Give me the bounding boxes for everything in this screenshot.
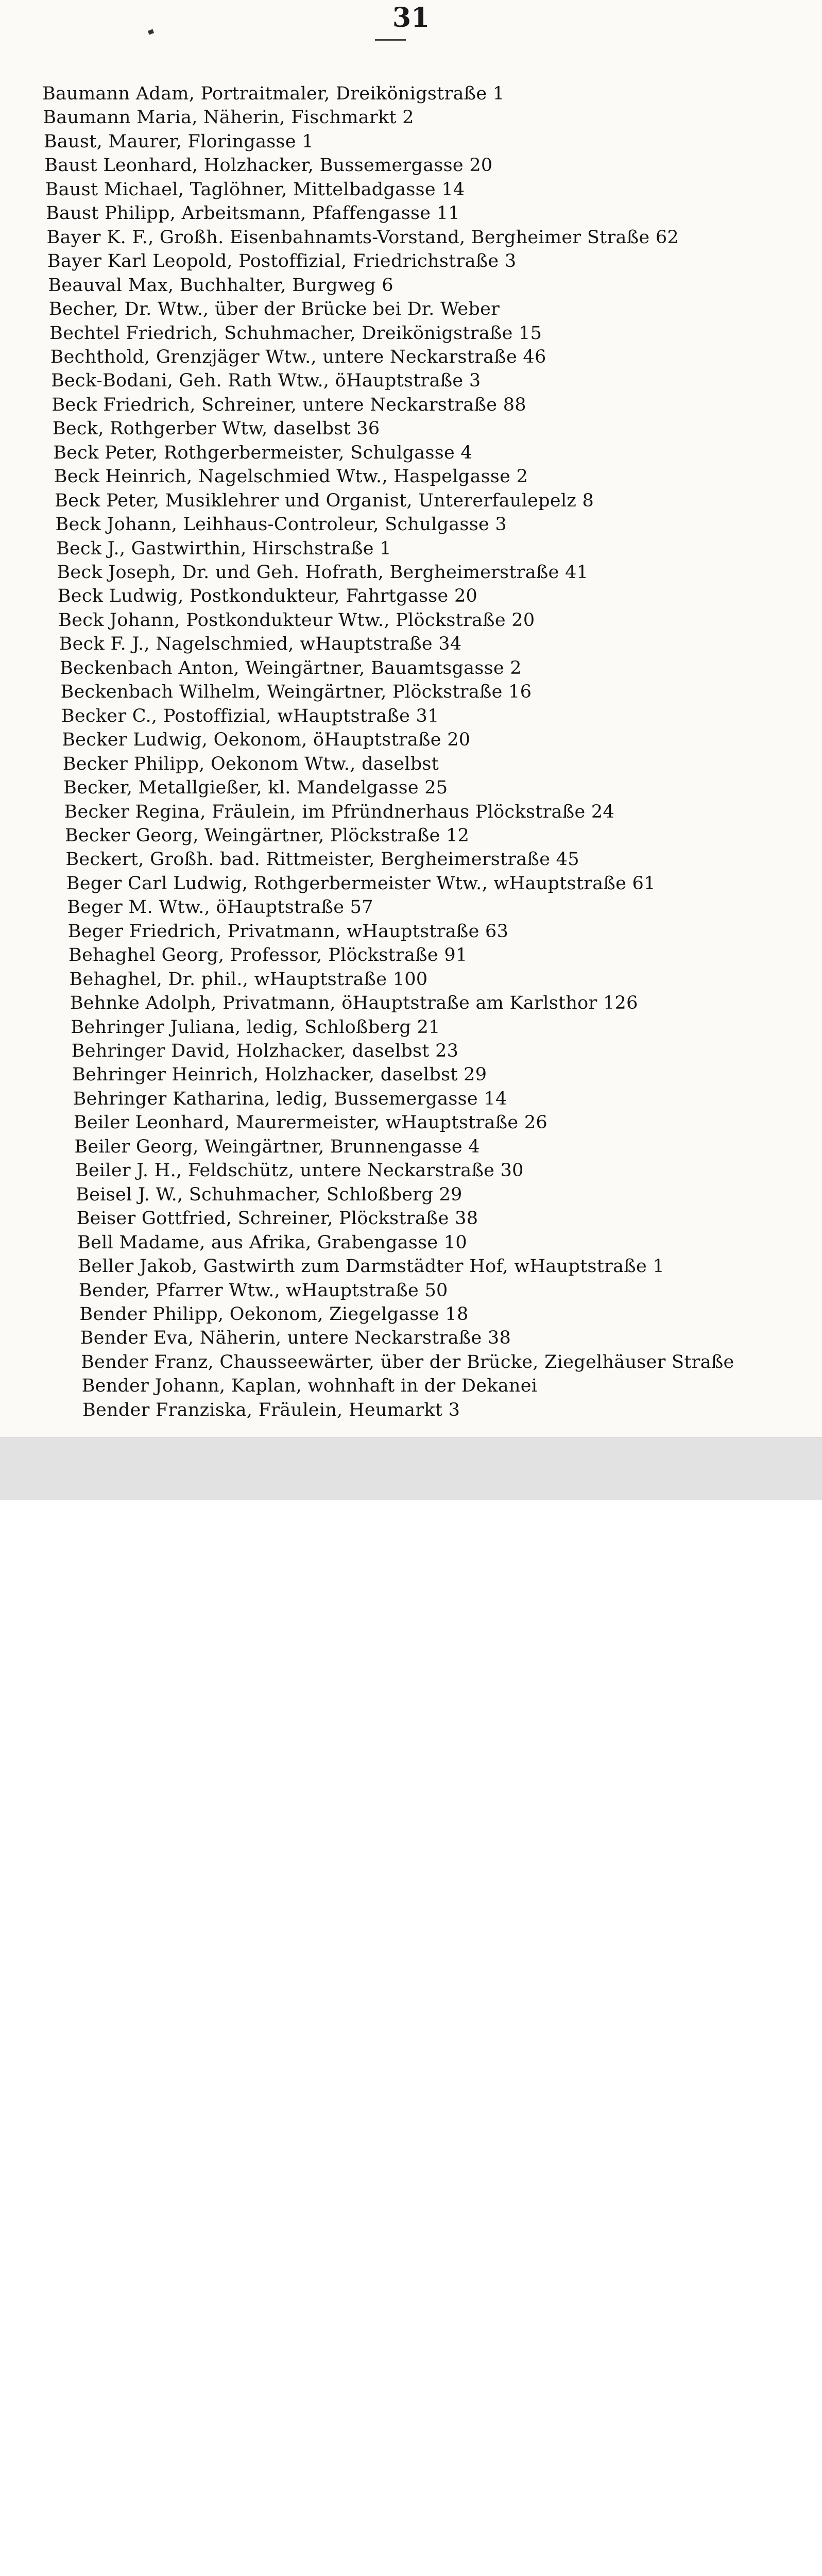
address-entry: Beger Friedrich, Privatmann, wHauptstraße 63 (67, 921, 509, 942)
address-entry: Becker, Metallgießer, kl. Mandelgasse 25 (63, 777, 448, 799)
address-entry: Beller Jakob, Gastwirth zum Darmstädter Hof, wHauptstraße 1 (78, 1256, 664, 1277)
address-entry: Beck F. J., Nagelschmied, wHauptstraße 34 (59, 634, 462, 655)
address-entry: Baust Philipp, Arbeitsmann, Pfaffengasse 11 (46, 203, 460, 224)
address-entry: Beiler J. H., Feldschütz, untere Neckarstraße 30 (75, 1160, 524, 1181)
address-entry: Becker Georg, Weingärtner, Plöckstraße 12 (64, 825, 470, 846)
address-entry: Beiler Georg, Weingärtner, Brunnengasse 4 (74, 1136, 480, 1157)
address-entry: Bender Franz, Chausseewärter, über der Brücke, Ziegelhäuser Straße (81, 1351, 734, 1372)
address-entry: Bender Johann, Kaplan, wohnhaft in der Dekanei (81, 1376, 538, 1397)
address-entry: Bayer K. F., Großh. Eisenbahnamts-Vorstand, Bergheimer Straße 62 (46, 227, 679, 248)
address-entry: Becker Regina, Fräulein, im Pfründnerhaus Plöckstraße 24 (64, 801, 615, 822)
address-entry: Bayer Karl Leopold, Postoffizial, Friedrichstraße 3 (47, 251, 517, 272)
address-entry: Bender Eva, Näherin, untere Neckarstraße 38 (80, 1328, 511, 1349)
page-number: 31 (392, 2, 430, 33)
address-entry: Beck Friedrich, Schreiner, untere Neckarstraße 88 (52, 394, 526, 415)
address-entry: Bender Franziska, Fräulein, Heumarkt 3 (82, 1399, 460, 1420)
address-entry: Beckenbach Anton, Weingärtner, Bauamtsgasse 2 (60, 657, 522, 679)
address-entry: Behringer Juliana, ledig, Schloßberg 21 (71, 1016, 440, 1038)
address-entry: Beck Peter, Musiklehrer und Organist, Untererfaulepelz 8 (55, 490, 594, 511)
address-entry: Bell Madame, aus Afrika, Grabengasse 10 (77, 1232, 467, 1253)
address-entry: Becher, Dr. Wtw., über der Brücke bei Dr. Weber (48, 299, 500, 320)
address-entry: Beiler Leonhard, Maurermeister, wHauptstraße 26 (73, 1112, 547, 1133)
address-entry: Beckenbach Wilhelm, Weingärtner, Plöckstraße 16 (60, 682, 532, 703)
address-entry: Becker Philipp, Oekonom Wtw., daselbst (62, 753, 439, 774)
footer-bar (0, 1437, 822, 1500)
address-entry: Beauval Max, Buchhalter, Burgweg 6 (48, 275, 393, 296)
header-rule (375, 39, 406, 41)
address-entry: Beck Heinrich, Nagelschmied Wtw., Haspelgasse 2 (54, 466, 528, 487)
address-entry: Beck J., Gastwirthin, Hirschstraße 1 (56, 538, 391, 559)
address-entry: Baumann Maria, Näherin, Fischmarkt 2 (43, 107, 414, 128)
address-entry: Behnke Adolph, Privatmann, öHauptstraße am Karlsthor 126 (70, 993, 638, 1014)
address-entry: Becker C., Postoffizial, wHauptstraße 31 (61, 705, 439, 726)
address-entry: Behringer David, Holzhacker, daselbst 23 (71, 1041, 459, 1061)
address-entry: Bender Philipp, Oekonom, Ziegelgasse 18 (79, 1303, 469, 1325)
address-entry: Bechthold, Grenzjäger Wtw., untere Neckarstraße 46 (50, 346, 546, 367)
address-entry: Beck-Bodani, Geh. Rath Wtw., öHauptstraße 3 (51, 370, 481, 392)
address-entry: Becker Ludwig, Oekonom, öHauptstraße 20 (62, 730, 471, 751)
address-entry: Baust Michael, Taglöhner, Mittelbadgasse 14 (45, 179, 465, 200)
address-entry: Baumann Adam, Portraitmaler, Dreikönigstraße 1 (42, 83, 505, 104)
address-entry: Beck Johann, Postkondukteur Wtw., Plöckstraße 20 (58, 609, 535, 631)
address-entry: Beck Johann, Leihhaus-Controleur, Schulgasse 3 (55, 514, 507, 535)
address-entry: Beck Ludwig, Postkondukteur, Fahrtgasse 20 (57, 586, 478, 607)
address-entry: Beger M. Wtw., öHauptstraße 57 (67, 897, 373, 918)
address-entry: Behaghel Georg, Professor, Plöckstraße 91 (68, 945, 468, 966)
address-entry: Behringer Heinrich, Holzhacker, daselbst 29 (72, 1064, 487, 1086)
address-entry: Bender, Pfarrer Wtw., wHauptstraße 50 (78, 1280, 448, 1301)
address-entry: Beck Joseph, Dr. und Geh. Hofrath, Bergheimerstraße 41 (57, 562, 589, 583)
address-entry: Baust, Maurer, Floringasse 1 (43, 131, 314, 152)
address-entry: Behaghel, Dr. phil., wHauptstraße 100 (69, 969, 428, 990)
address-entry: Beisel J. W., Schuhmacher, Schloßberg 29 (76, 1184, 463, 1205)
address-entry: Behringer Katharina, ledig, Bussemergasse 14 (73, 1088, 507, 1109)
address-entry: Beger Carl Ludwig, Rothgerbermeister Wtw., wHauptstraße 61 (66, 873, 656, 894)
address-entry: Beck Peter, Rothgerbermeister, Schulgasse 4 (53, 442, 472, 463)
address-entry: Beck, Rothgerber Wtw, daselbst 36 (52, 418, 380, 439)
address-entry: Beckert, Großh. bad. Rittmeister, Bergheimerstraße 45 (65, 849, 579, 870)
address-entry: Beiser Gottfried, Schreiner, Plöckstraße 38 (76, 1208, 478, 1229)
ink-mark (148, 29, 154, 35)
address-entry: Baust Leonhard, Holzhacker, Bussemergasse 20 (44, 155, 493, 176)
address-entry: Bechtel Friedrich, Schuhmacher, Dreikönigstraße 15 (49, 323, 542, 344)
